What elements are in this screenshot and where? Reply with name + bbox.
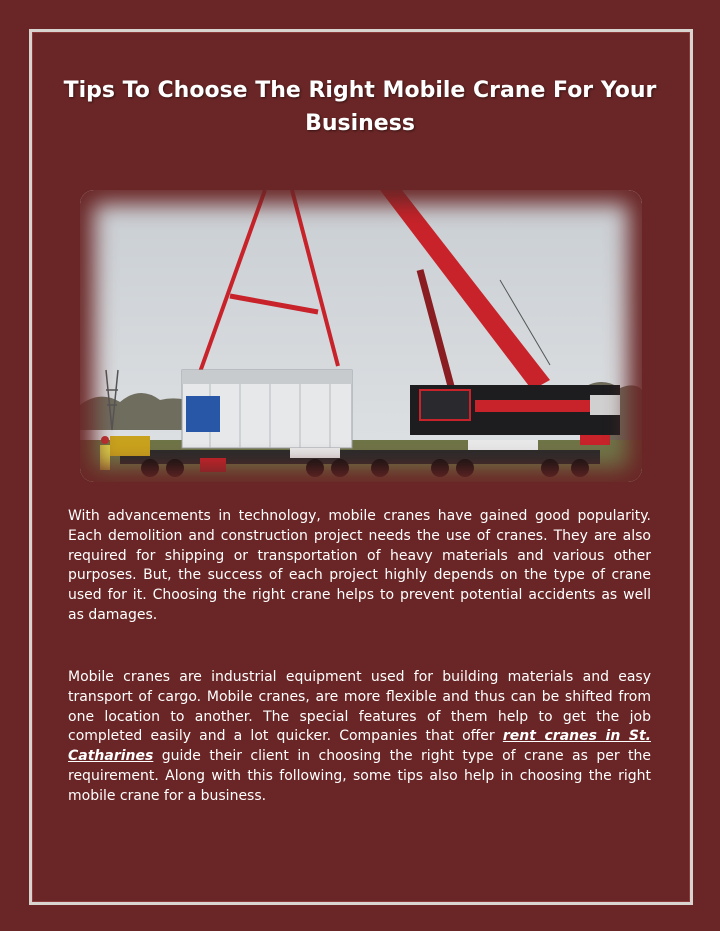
rent-cranes-link[interactable]: rent cranes in St. Catharines bbox=[68, 728, 651, 765]
paragraph-mobile-cranes bbox=[68, 668, 651, 807]
paragraph-intro: With advancements in technology, mobile cranes have gained good popularity. Each demolition and construction project needs the use of cranes. They are also required for shipping or transportation of heavy materials and various other purposes. But, the success of each project highly depends on the type of crane used for it. Choosing the right crane helps to prevent potential accidents as well as damages. bbox=[68, 508, 651, 623]
paragraph-text-after-link: guide their client in choosing the right type of crane as per the requirement. Along with this following, some tips also help in choosing the right mobile crane for a business. bbox=[68, 748, 651, 804]
crane-photo bbox=[80, 190, 642, 482]
page-title: Tips To Choose The Right Mobile Crane For Your Business bbox=[63, 78, 657, 136]
paragraph-text-before-link: Mobile cranes are industrial equipment used for building materials and easy transport of cargo. Mobile cranes, are more flexible and thus can be shifted from one location to another. The special features of them help to get the job completed easily and a lot quicker. Companies that offer bbox=[68, 669, 651, 745]
